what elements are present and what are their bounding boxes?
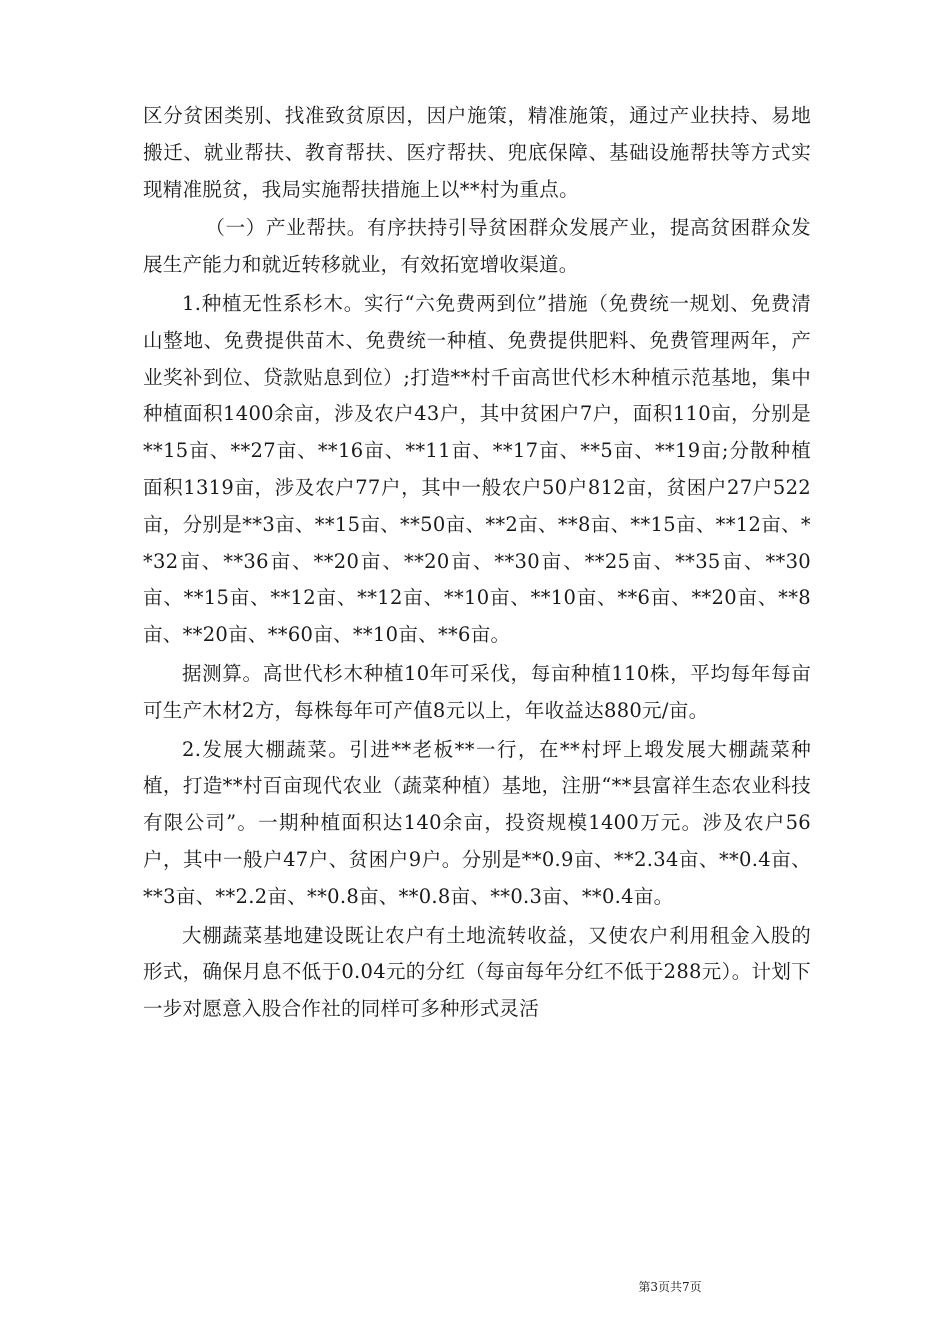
page-footer [0,1279,950,1295]
paragraph-estimate: 据测算。高世代杉木种植10年可采伐，每亩种植110株，平均每年每亩可生产木材2方，每株每年可产值8元以上，年收益达880元/亩。 [143,661,811,722]
paragraph-intro: 区分贫困类别、找准致贫原因，因户施策，精准施策，通过产业扶持、易地搬迁、就业帮扶、教育帮扶、医疗帮扶、兜底保障、基础设施帮扶等方式实现精准脱贫，我局实施帮扶措施上以**村为重点。 [143,104,811,201]
page-number-label: 第3页共7页 [638,1280,702,1294]
paragraph-fir-planting: 1.种植无性系杉木。实行“六免费两到位”措施（免费统一规划、免费清山整地、免费提供苗木、免费统一种植、免费提供肥料、免费管理两年，产业奖补到位、贷款贴息到位）;打造**村千亩高世代杉木种植示范基地，集中种植面积1400余亩，涉及农户43户，其中贫困户7户，面积110亩，分别是**15亩、**27亩、**16亩、**11亩、**17亩、**5亩、**19亩;分散种植面积1319亩，涉及农户77户，其中一般农户50户812亩，贫困户27户522亩，分别是**3亩、**15亩、**50亩、**2亩、**8亩、**15亩、**12亩、**32亩、**36亩、**20亩、**20亩、**30亩、**25亩、**35亩、**30亩、**15亩、**12亩、**12亩、**10亩、**10亩、**6亩、**20亩、**8亩、**20亩、**60亩、**10亩、**6亩。 [143,291,811,647]
paragraph-greenhouse-benefit: 大棚蔬菜基地建设既让农户有土地流转收益，又使农户利用租金入股的形式，确保月息不低于0.04元的分红（每亩每年分红不低于288元）。计划下一步对愿意入股合作社的同样可多种形式灵活 [143,923,811,1021]
paragraph-greenhouse: 2.发展大棚蔬菜。引进**老板**一行，在**村坪上塅发展大棚蔬菜种植，打造**村百亩现代农业（蔬菜种植）基地，注册“**县富祥生态农业科技有限公司”。一期种植面积达140余亩，投资规模1400万元。涉及农户56户，其中一般户47户、贫困户9户。分别是**0.9亩、**2.34亩、**0.4亩、**3亩、**2.2亩、**0.8亩、**0.8亩、**0.3亩、**0.4亩。 [143,737,811,908]
document-body [143,98,811,1030]
paragraph-section-industry: （一）产业帮扶。有序扶持引导贫困群众发展产业，提高贫困群众发展生产能力和就近转移就业，有效拓宽增收渠道。 [143,216,811,277]
